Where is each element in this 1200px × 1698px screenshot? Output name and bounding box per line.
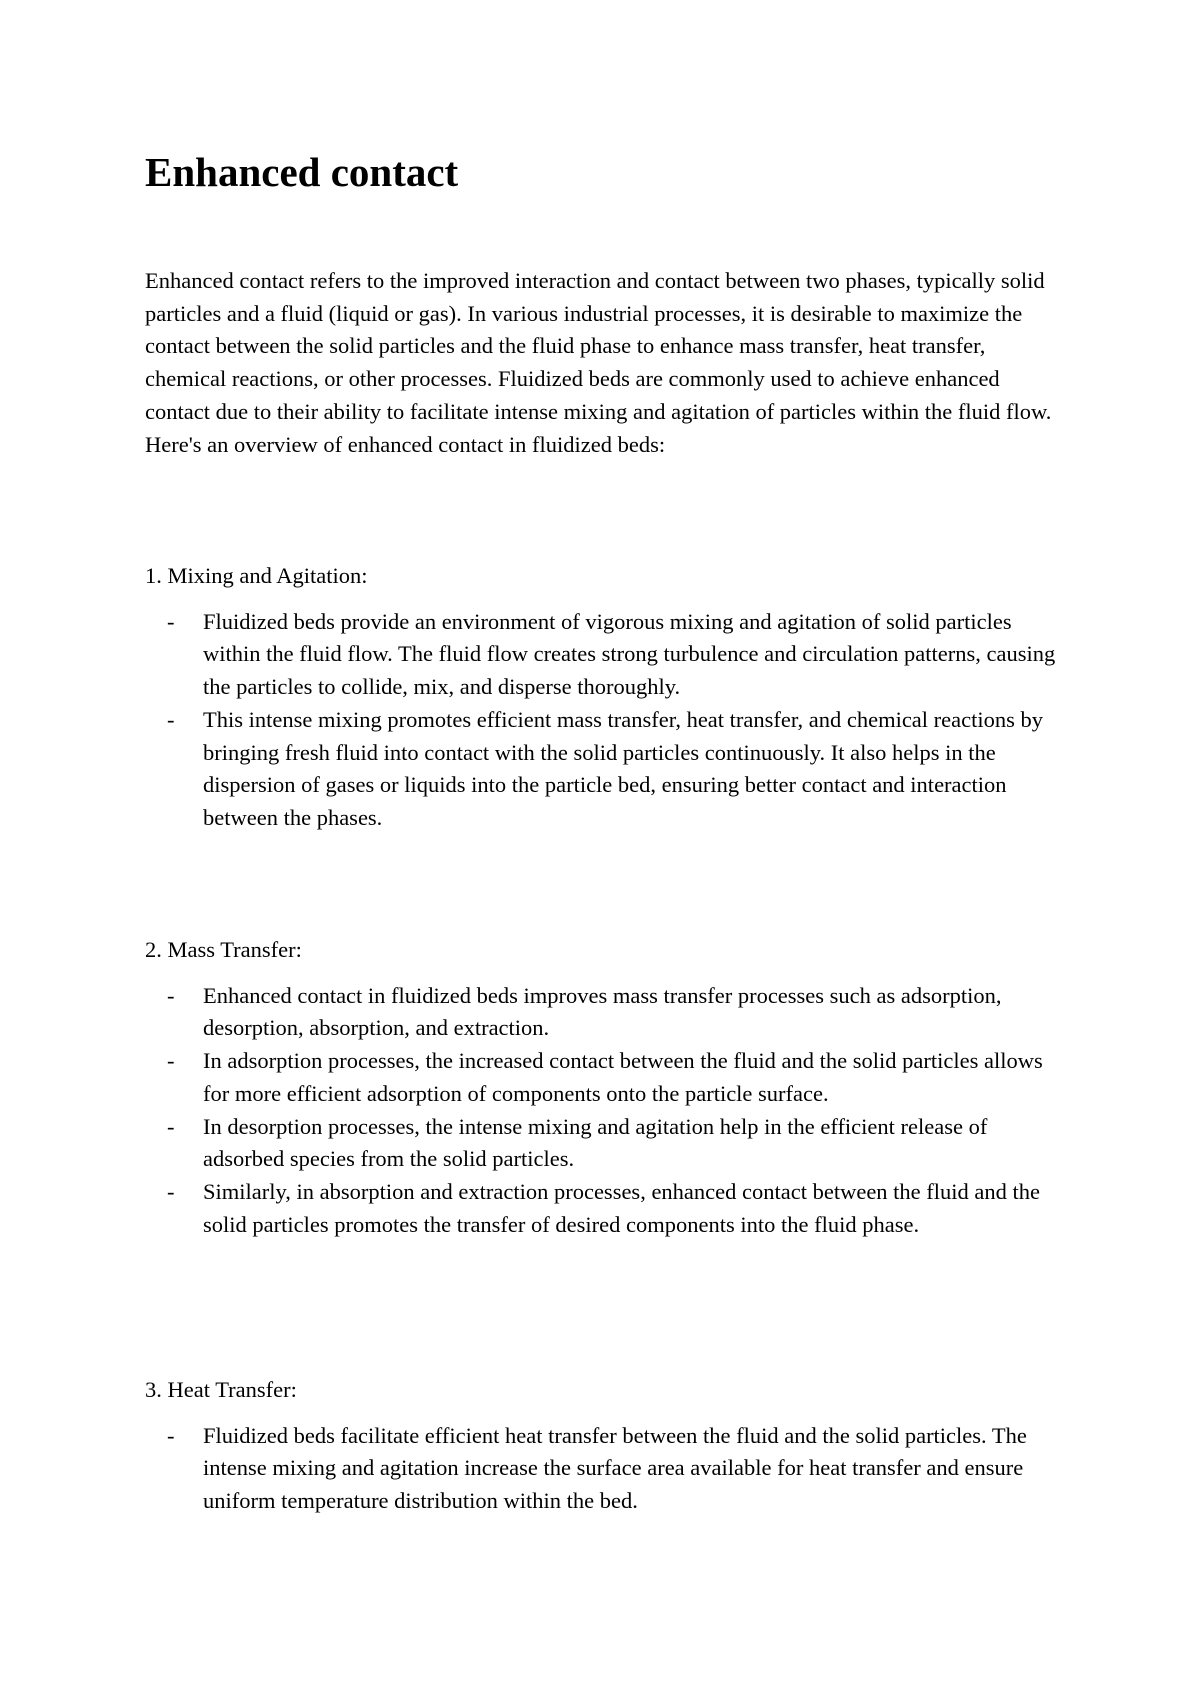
section-mixing-and-agitation — [145, 560, 1065, 835]
list-item — [145, 1176, 1065, 1241]
bullet-marker: - — [167, 1178, 175, 1204]
section-heat-transfer — [145, 1374, 1065, 1518]
list-item-text: Fluidized beds provide an environment of vigorous mixing and agitation of solid particles within the fluid flow. The fluid flow creates strong turbulence and circulation patterns, causing the particles to collide, mix, and disperse thoroughly. — [203, 608, 1056, 700]
bullet-marker: - — [167, 706, 175, 732]
list-item-text: Enhanced contact in fluidized beds improves mass transfer processes such as adsorption, desorption, absorption, and extraction. — [203, 982, 1002, 1041]
list-item-text: Fluidized beds facilitate efficient heat transfer between the fluid and the solid particles. The intense mixing and agitation increase the surface area available for heat transfer and ensure uniform temperature distribution within the bed. — [203, 1422, 1027, 1514]
intro-paragraph: Enhanced contact refers to the improved interaction and contact between two phases, typically solid particles and a fluid (liquid or gas). In various industrial processes, it is desirable to maximize the contact between the solid particles and the fluid phase to enhance mass transfer, heat transfer, chemical reactions, or other processes. Fluidized beds are commonly used to achieve enhanced contact due to their ability to facilitate intense mixing and agitation of particles within the fluid flow. Here's an overview of enhanced contact in fluidized beds: — [145, 268, 1052, 457]
bullet-marker: - — [167, 608, 175, 634]
list-item-text: Similarly, in absorption and extraction processes, enhanced contact between the fluid and the solid particles promotes the transfer of desired components into the fluid phase. — [203, 1178, 1041, 1237]
bullet-list — [145, 980, 1065, 1242]
bullet-list — [145, 1420, 1065, 1518]
section-heading: 3. Heat Transfer: — [145, 1377, 297, 1402]
bullet-marker: - — [167, 982, 175, 1008]
list-item — [145, 606, 1065, 704]
list-item-text: In desorption processes, the intense mixing and agitation help in the efficient release of adsorbed species from the solid particles. — [203, 1113, 988, 1172]
bullet-marker: - — [167, 1048, 175, 1074]
section-heading: 1. Mixing and Agitation: — [145, 563, 368, 588]
list-item — [145, 1111, 1065, 1176]
page-title: Enhanced contact — [145, 149, 459, 195]
bullet-marker: - — [167, 1113, 175, 1139]
bullet-list — [145, 606, 1065, 835]
list-item-text: In adsorption processes, the increased contact between the fluid and the solid particles allows for more efficient adsorption of components onto the particle surface. — [203, 1048, 1043, 1106]
list-item-text: This intense mixing promotes efficient mass transfer, heat transfer, and chemical reactions by bringing fresh fluid into contact with the solid particles continuously. It also helps in the dispersion of gases or liquids into the particle bed, ensuring better contact and interaction between the phases. — [203, 706, 1044, 830]
list-item — [145, 704, 1065, 835]
list-item — [145, 980, 1065, 1045]
list-item — [145, 1420, 1065, 1518]
section-heading: 2. Mass Transfer: — [145, 937, 302, 962]
bullet-marker: - — [167, 1422, 175, 1448]
list-item — [145, 1045, 1065, 1110]
section-mass-transfer — [145, 934, 1065, 1241]
